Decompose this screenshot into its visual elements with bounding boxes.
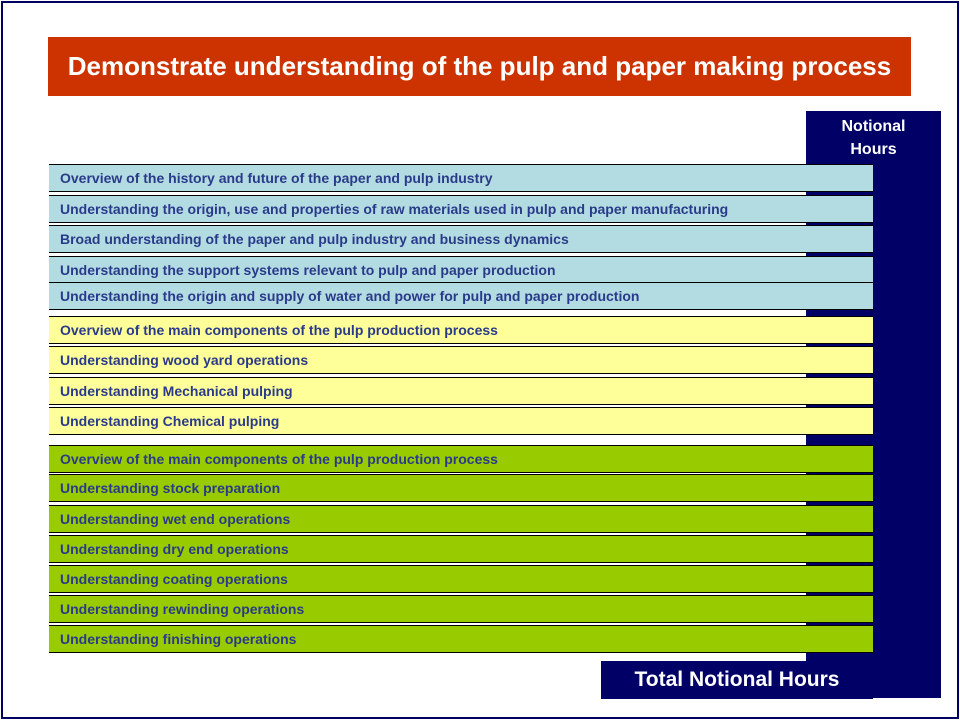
list-item-dry-end: Understanding dry end operations [49, 535, 873, 563]
list-item-business-dynamics: Broad understanding of the paper and pulp industry and business dynamics [49, 225, 873, 253]
list-item-wet-end: Understanding wet end operations [49, 505, 873, 533]
list-item-paper-overview: Overview of the main components of the pulp production process [49, 445, 873, 473]
list-item-mechanical-pulping: Understanding Mechanical pulping [49, 377, 873, 405]
list-item-industry-history: Overview of the history and future of the paper and pulp industry [49, 164, 873, 192]
notional-hours-header-line1: Notional [841, 118, 906, 135]
list-item-raw-materials: Understanding the origin, use and properties of raw materials used in pulp and paper manufacturing [49, 195, 873, 223]
notional-hours-header [806, 115, 941, 161]
list-item-wood-yard: Understanding wood yard operations [49, 346, 873, 374]
list-item-coating: Understanding coating operations [49, 565, 873, 593]
list-item-support-systems: Understanding the support systems relevant to pulp and paper production [49, 256, 873, 284]
total-notional-hours: Total Notional Hours [601, 661, 873, 699]
list-item-stock-preparation: Understanding stock preparation [49, 474, 873, 502]
list-item-rewinding: Understanding rewinding operations [49, 595, 873, 623]
slide-title: Demonstrate understanding of the pulp and paper making process [48, 37, 911, 96]
list-item-pulp-overview: Overview of the main components of the pulp production process [49, 316, 873, 344]
list-item-water-power: Understanding the origin and supply of water and power for pulp and paper production [49, 282, 873, 310]
notional-hours-header-line2: Hours [850, 141, 897, 158]
list-item-chemical-pulping: Understanding Chemical pulping [49, 407, 873, 435]
list-item-finishing: Understanding finishing operations [49, 625, 873, 653]
